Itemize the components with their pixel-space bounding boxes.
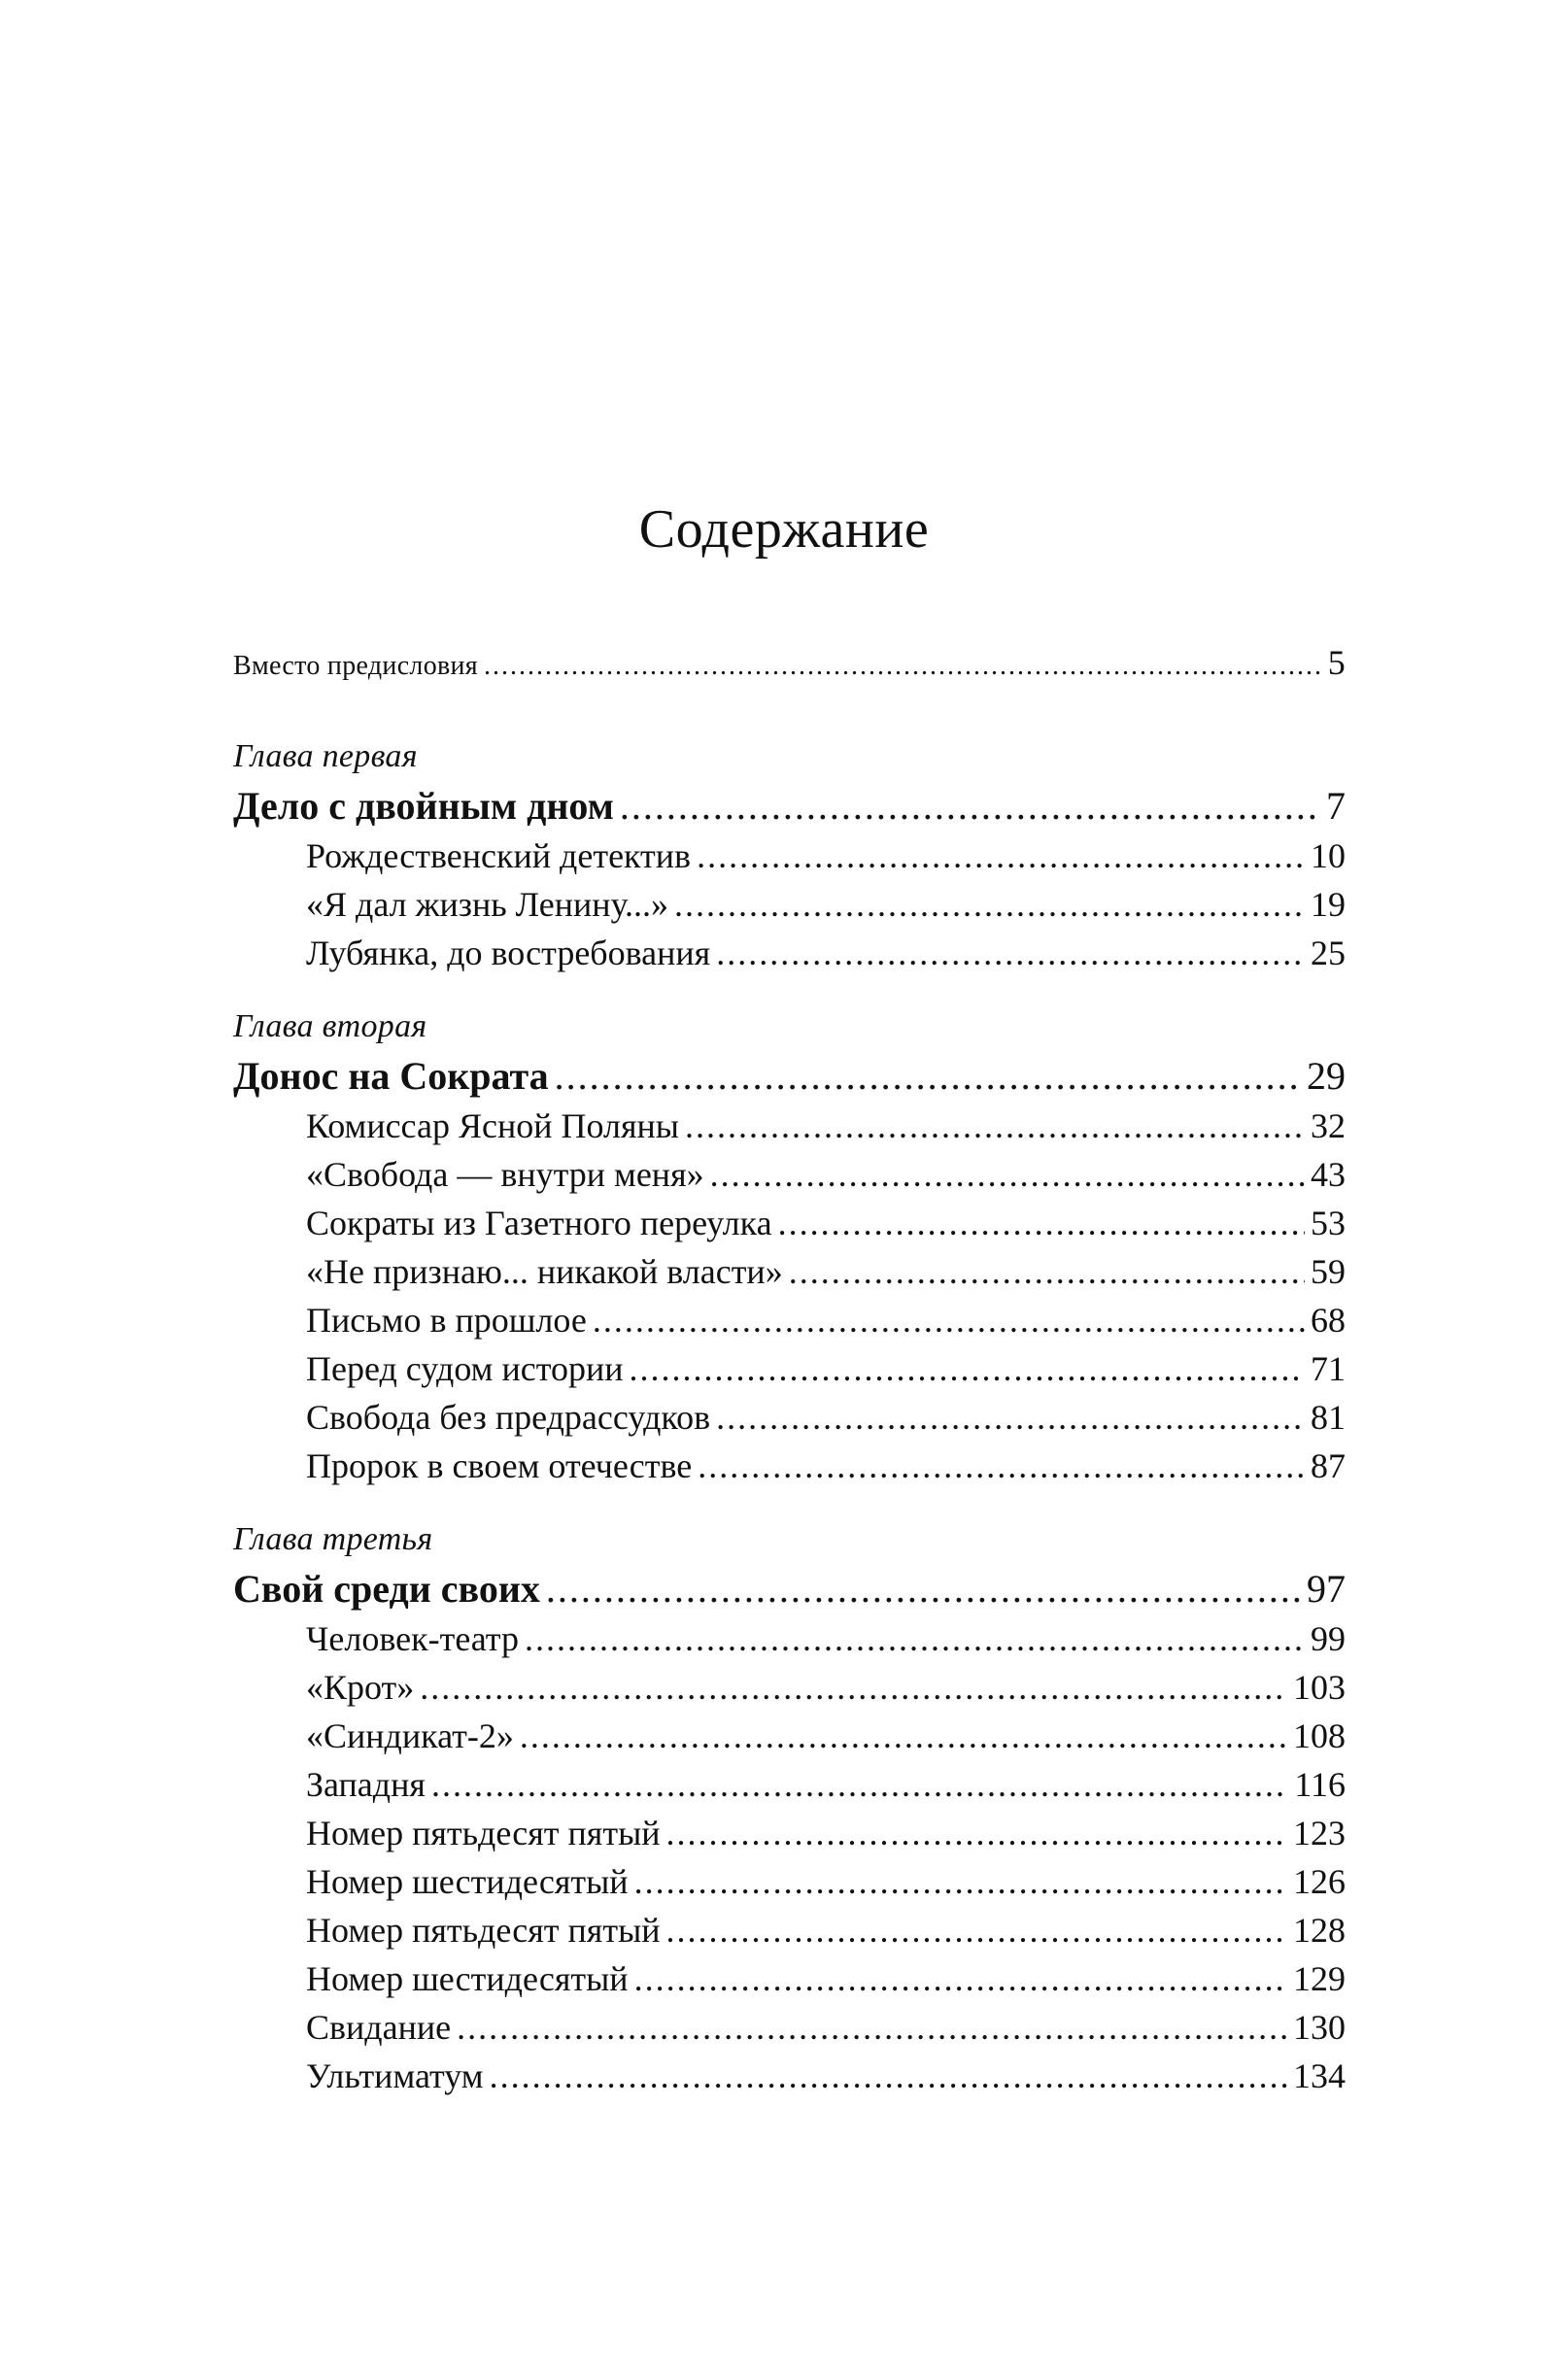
toc-entry bbox=[233, 1712, 1346, 1760]
toc-entry-label: «Я дал жизнь Ленину...» bbox=[306, 885, 668, 924]
toc-entry-label: Номер пятьдесят пятый bbox=[306, 1814, 661, 1852]
toc-entry-label: Свидание bbox=[306, 2008, 452, 2047]
toc-entry-page: 43 bbox=[1311, 1155, 1346, 1194]
toc-entry-label: Перед судом истории bbox=[306, 1349, 624, 1388]
toc-entry bbox=[233, 1760, 1346, 1809]
toc-entry-label: Номер шестидесятый bbox=[306, 1862, 629, 1901]
toc-entry bbox=[233, 2052, 1346, 2100]
dot-leader bbox=[525, 1614, 1305, 1663]
toc-entry-preface bbox=[233, 643, 1346, 686]
toc-entry bbox=[233, 1150, 1346, 1199]
dot-leader bbox=[431, 1760, 1288, 1809]
toc-entry bbox=[233, 929, 1346, 977]
toc-entry-label: Пророк в своем отечестве bbox=[306, 1446, 693, 1485]
chapter-label: Глава третья bbox=[233, 1521, 433, 1557]
toc-entry-label: Рождественский детектив bbox=[306, 836, 692, 875]
dot-leader bbox=[634, 1954, 1287, 2003]
dot-leader bbox=[710, 1150, 1305, 1199]
toc-entry-label: Лубянка, до востребования bbox=[306, 934, 711, 972]
toc-entry-label: «Синдикат-2» bbox=[306, 1716, 514, 1755]
toc-entry bbox=[233, 1344, 1346, 1393]
dot-leader bbox=[490, 2052, 1287, 2100]
chapter-title-entry bbox=[233, 1564, 1346, 1614]
toc-entry-label: «Не признаю... никакой власти» bbox=[306, 1252, 783, 1291]
toc-entry bbox=[233, 1857, 1346, 1906]
toc-entry bbox=[233, 1199, 1346, 1247]
toc-entry-label: «Крот» bbox=[306, 1668, 415, 1707]
toc-entry-page: 81 bbox=[1311, 1398, 1346, 1437]
toc-entry-page: 129 bbox=[1293, 1959, 1346, 1998]
toc-entry-page: 103 bbox=[1293, 1668, 1346, 1707]
toc-entry-page: 87 bbox=[1311, 1446, 1346, 1485]
toc-entry-label: Письмо в прошлое bbox=[306, 1301, 587, 1340]
toc-entry-page: 128 bbox=[1293, 1911, 1346, 1950]
dot-leader bbox=[697, 832, 1305, 880]
chapter-title: Донос на Сократа bbox=[233, 1054, 549, 1098]
toc-entry-label: Свобода без предрассудков bbox=[306, 1398, 711, 1437]
toc-entry-page: 59 bbox=[1311, 1252, 1346, 1291]
chapter-title-entry bbox=[233, 781, 1346, 832]
chapter-title-entry bbox=[233, 1051, 1346, 1102]
toc-entry-page: 68 bbox=[1311, 1301, 1346, 1340]
dot-leader bbox=[593, 1296, 1305, 1344]
toc-entry-label: Комиссар Ясной Поляны bbox=[306, 1106, 679, 1145]
dot-leader bbox=[420, 1663, 1287, 1712]
toc-entry-page: 123 bbox=[1293, 1814, 1346, 1852]
toc-entry-label: «Свобода — внутри меня» bbox=[306, 1155, 704, 1194]
toc-entry-page: 134 bbox=[1293, 2056, 1346, 2095]
toc-entry bbox=[233, 832, 1346, 880]
toc-entry-page: 116 bbox=[1294, 1765, 1346, 1804]
dot-leader bbox=[620, 781, 1320, 832]
dot-leader bbox=[716, 1393, 1305, 1442]
page-title: Содержание bbox=[638, 499, 930, 560]
toc-entry bbox=[233, 1393, 1346, 1442]
dot-leader bbox=[555, 1051, 1301, 1102]
toc-entry-page: 108 bbox=[1293, 1716, 1346, 1755]
toc-entry bbox=[233, 1102, 1346, 1150]
toc-entry bbox=[233, 1954, 1346, 2003]
dot-leader bbox=[546, 1564, 1301, 1614]
dot-leader bbox=[484, 647, 1322, 686]
dot-leader bbox=[666, 1906, 1287, 1954]
toc-entry-label: Вместо предисловия bbox=[233, 651, 478, 681]
dot-leader bbox=[716, 929, 1305, 977]
dot-leader bbox=[789, 1247, 1305, 1296]
chapter-title: Свой среди своих bbox=[233, 1567, 540, 1611]
toc-entry-page: 19 bbox=[1311, 885, 1346, 924]
toc-entry bbox=[233, 1614, 1346, 1663]
toc-entry-page: 5 bbox=[1327, 643, 1346, 682]
table-of-contents bbox=[233, 643, 1346, 2127]
toc-entry-page: 25 bbox=[1311, 934, 1346, 972]
toc-entry-label: Номер пятьдесят пятый bbox=[306, 1911, 661, 1950]
toc-entry-label: Сократы из Газетного переулка bbox=[306, 1204, 772, 1242]
chapter-block bbox=[233, 734, 1346, 977]
toc-entry bbox=[233, 1663, 1346, 1712]
dot-leader bbox=[698, 1442, 1305, 1490]
toc-entry-page: 126 bbox=[1293, 1862, 1346, 1901]
chapter-label: Глава вторая bbox=[233, 1008, 427, 1044]
chapter-block bbox=[233, 1004, 1346, 1490]
toc-entry-page: 71 bbox=[1311, 1349, 1346, 1388]
dot-leader bbox=[634, 1857, 1287, 1906]
toc-entry bbox=[233, 1442, 1346, 1490]
dot-leader bbox=[457, 2003, 1287, 2052]
toc-entry-page: 53 bbox=[1311, 1204, 1346, 1242]
dot-leader bbox=[629, 1344, 1305, 1393]
toc-entry bbox=[233, 1247, 1346, 1296]
toc-entry-page: 7 bbox=[1326, 784, 1346, 828]
toc-entry-page: 130 bbox=[1293, 2008, 1346, 2047]
toc-entry-label: Западня bbox=[306, 1765, 426, 1804]
toc-entry bbox=[233, 1906, 1346, 1954]
toc-entry-page: 99 bbox=[1311, 1619, 1346, 1658]
toc-entry bbox=[233, 1296, 1346, 1344]
toc-entry bbox=[233, 880, 1346, 929]
toc-entry-page: 29 bbox=[1307, 1054, 1346, 1098]
toc-entry-label: Ультиматум bbox=[306, 2056, 484, 2095]
toc-entry bbox=[233, 1809, 1346, 1857]
toc-entry-page: 32 bbox=[1311, 1106, 1346, 1145]
chapter-title: Дело с двойным дном bbox=[233, 784, 614, 828]
dot-leader bbox=[666, 1809, 1287, 1857]
toc-entry-page: 97 bbox=[1307, 1567, 1346, 1611]
toc-entry-page: 10 bbox=[1311, 836, 1346, 875]
toc-entry-label: Номер шестидесятый bbox=[306, 1959, 629, 1998]
chapter-block bbox=[233, 1517, 1346, 2100]
dot-leader bbox=[685, 1102, 1305, 1150]
toc-entry-label: Человек-театр bbox=[306, 1619, 519, 1658]
dot-leader bbox=[674, 880, 1305, 929]
dot-leader bbox=[520, 1712, 1287, 1760]
toc-entry bbox=[233, 2003, 1346, 2052]
dot-leader bbox=[778, 1199, 1305, 1247]
chapter-label: Глава первая bbox=[233, 738, 418, 774]
